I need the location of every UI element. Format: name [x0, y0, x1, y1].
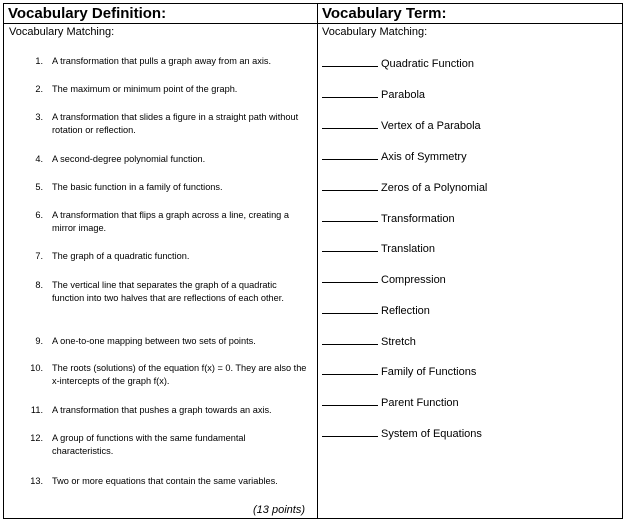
definition-number: 4.	[35, 154, 43, 164]
answer-blank[interactable]	[322, 363, 378, 375]
answer-blank[interactable]	[322, 271, 378, 283]
header-divider	[4, 23, 622, 24]
definition-text: A group of functions with the same fundamental characteristics.	[52, 433, 246, 457]
term-label: System of Equations	[381, 428, 482, 440]
definition-number: 5.	[35, 182, 43, 192]
answer-blank[interactable]	[322, 394, 378, 406]
definition-text: A second-degree polynomial function.	[52, 154, 206, 164]
term-item	[322, 55, 474, 71]
definition-text: The maximum or minimum point of the graph.	[52, 84, 238, 94]
definition-number: 9.	[35, 336, 43, 346]
definition-number: 13.	[30, 476, 43, 486]
answer-blank[interactable]	[322, 117, 378, 129]
term-subheader: Vocabulary Matching:	[322, 26, 428, 38]
definition-number: 10.	[30, 363, 43, 373]
term-label: Translation	[381, 243, 436, 255]
points-label: (13 points)	[253, 504, 305, 516]
answer-blank[interactable]	[322, 55, 378, 67]
definition-number: 8.	[35, 280, 43, 290]
definition-number: 2.	[35, 84, 43, 94]
term-item	[322, 179, 487, 195]
term-label: Vertex of a Parabola	[381, 120, 481, 132]
definition-number: 12.	[30, 433, 43, 443]
definition-subheader: Vocabulary Matching:	[9, 26, 115, 38]
column-divider	[317, 4, 318, 518]
definition-text: The vertical line that separates the graph of a quadratic function into two halves that are reflections of each other.	[52, 280, 284, 304]
answer-blank[interactable]	[322, 210, 378, 222]
definition-text: A one-to-one mapping between two sets of points.	[52, 336, 256, 346]
definition-number: 7.	[35, 251, 43, 261]
answer-blank[interactable]	[322, 302, 378, 314]
definition-number: 3.	[35, 112, 43, 122]
term-item	[322, 240, 435, 256]
vocabulary-table	[3, 3, 623, 519]
term-item	[322, 86, 425, 102]
term-label: Parent Function	[381, 397, 459, 409]
definition-text: A transformation that flips a graph across a line, creating a mirror image.	[52, 210, 289, 234]
answer-blank[interactable]	[322, 333, 378, 345]
term-label: Quadratic Function	[381, 58, 474, 70]
term-item	[322, 425, 482, 441]
term-column-header: Vocabulary Term:	[322, 5, 447, 22]
answer-blank[interactable]	[322, 425, 378, 437]
term-item	[322, 394, 459, 410]
term-label: Transformation	[381, 213, 455, 225]
term-item	[322, 148, 467, 164]
term-item	[322, 333, 416, 349]
term-label: Family of Functions	[381, 366, 477, 378]
definition-text: The basic function in a family of functions.	[52, 182, 223, 192]
term-label: Zeros of a Polynomial	[381, 182, 488, 194]
definition-column-header: Vocabulary Definition:	[8, 5, 167, 22]
definition-number: 11.	[30, 405, 43, 415]
answer-blank[interactable]	[322, 148, 378, 160]
answer-blank[interactable]	[322, 179, 378, 191]
definition-text: A transformation that pushes a graph towards an axis.	[52, 405, 272, 415]
term-item	[322, 210, 455, 226]
answer-blank[interactable]	[322, 86, 378, 98]
term-item	[322, 363, 476, 379]
term-item	[322, 271, 446, 287]
term-label: Compression	[381, 274, 446, 286]
definition-number: 1.	[35, 56, 43, 66]
term-label: Parabola	[381, 89, 426, 101]
definition-text: A transformation that slides a figure in a straight path without rotation or reflection.	[52, 112, 299, 136]
definition-text: The graph of a quadratic function.	[52, 251, 190, 261]
term-label: Reflection	[381, 305, 430, 317]
definition-text: Two or more equations that contain the same variables.	[52, 476, 278, 486]
definition-number: 6.	[35, 210, 43, 220]
definition-text: The roots (solutions) of the equation f(x) = 0. They are also the x-intercepts of the graph f(x).	[52, 363, 307, 387]
term-label: Axis of Symmetry	[381, 151, 467, 163]
definition-text: A transformation that pulls a graph away from an axis.	[52, 56, 272, 66]
answer-blank[interactable]	[322, 240, 378, 252]
term-label: Stretch	[381, 336, 416, 348]
term-item	[322, 302, 430, 318]
term-item	[322, 117, 481, 133]
